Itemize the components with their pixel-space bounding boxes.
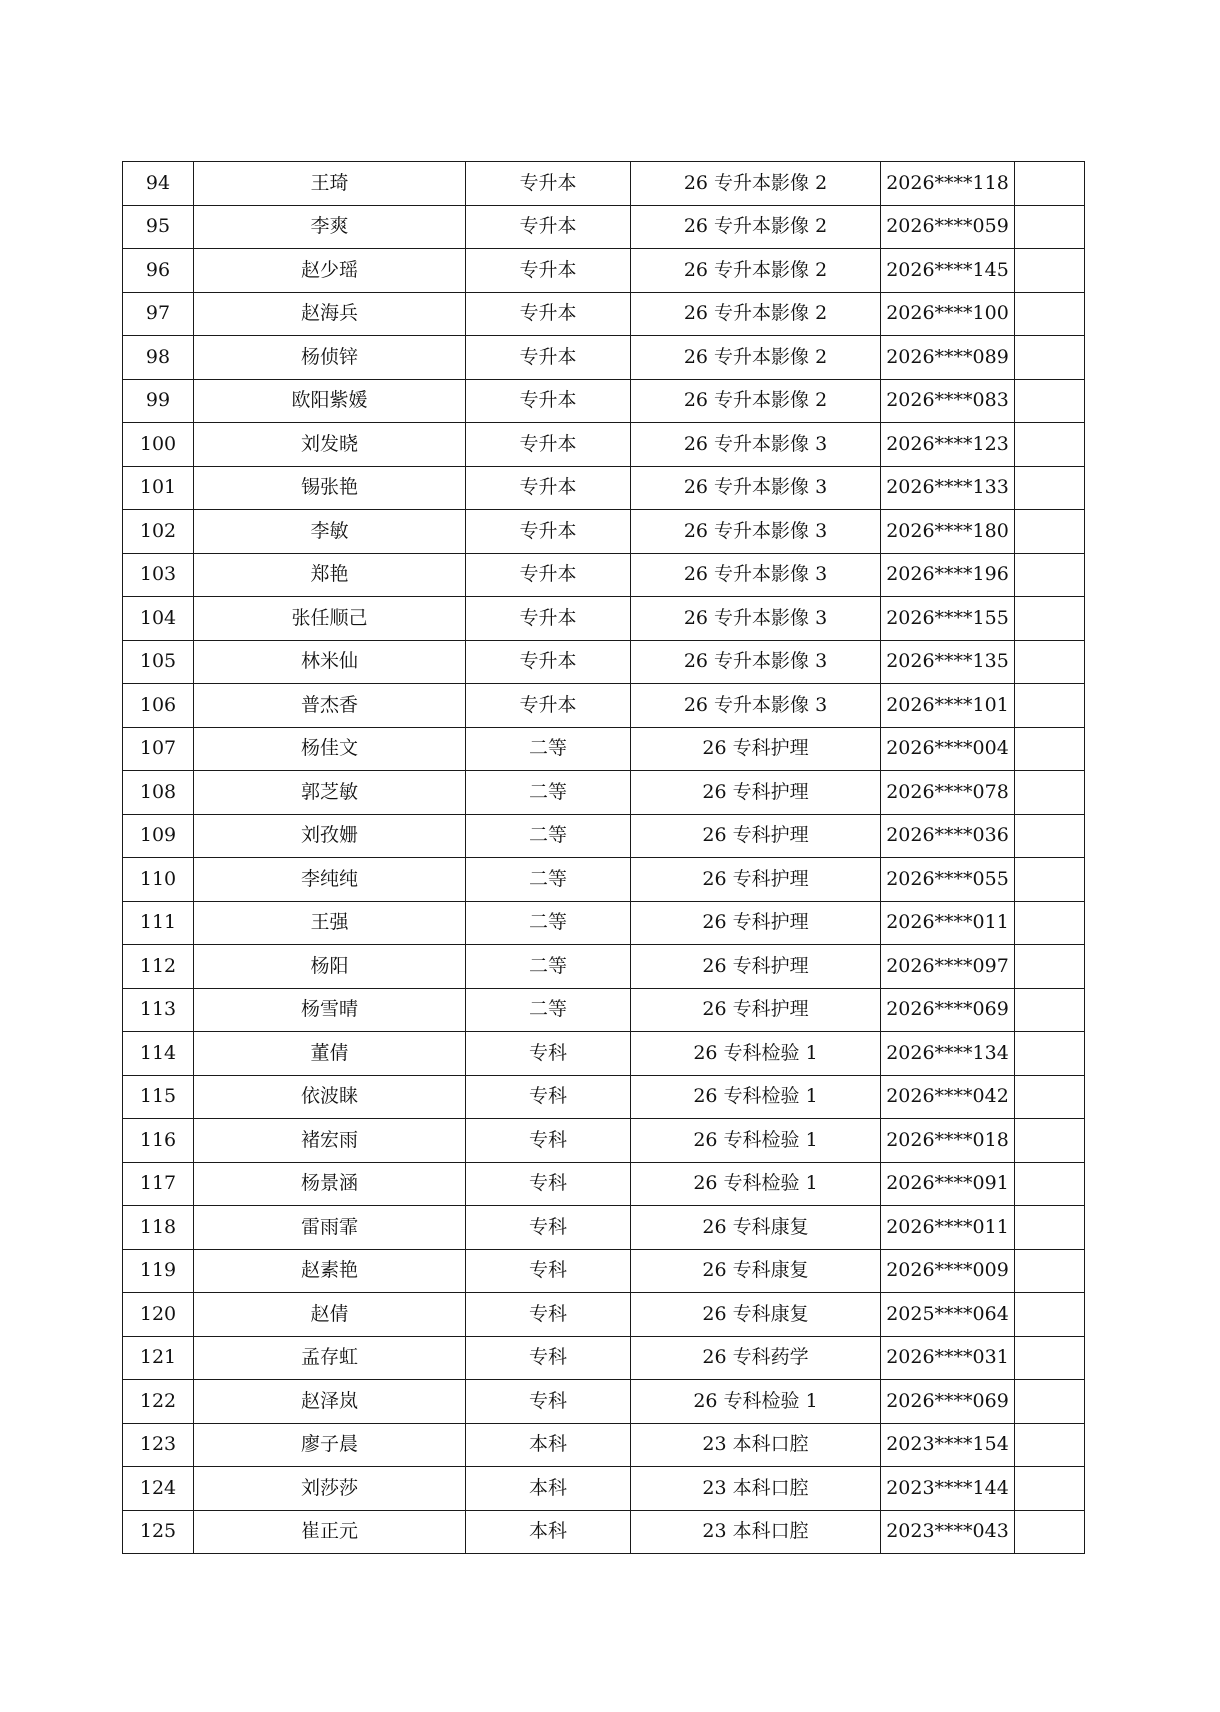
table-row (123, 1380, 1085, 1424)
remark-cell (1015, 1336, 1085, 1380)
student-id-cell: 2026****069 (881, 1380, 1015, 1424)
student-id-cell: 2026****059 (881, 205, 1015, 249)
class-name-cell: 26 专升本影像 2 (631, 162, 881, 206)
student-name-cell: 孟存虹 (194, 1336, 466, 1380)
education-level-cell: 专科 (466, 1032, 631, 1076)
remark-cell (1015, 466, 1085, 510)
education-level-cell: 本科 (466, 1510, 631, 1554)
education-level-cell: 二等 (466, 771, 631, 815)
remark-cell (1015, 727, 1085, 771)
class-name-cell: 26 专升本影像 3 (631, 423, 881, 467)
row-number-cell: 100 (123, 423, 194, 467)
row-number-cell: 103 (123, 553, 194, 597)
class-name-cell: 23 本科口腔 (631, 1467, 881, 1511)
student-name-cell: 锡张艳 (194, 466, 466, 510)
remark-cell (1015, 1119, 1085, 1163)
table-row (123, 945, 1085, 989)
table-row (123, 858, 1085, 902)
row-number-cell: 109 (123, 814, 194, 858)
row-number-cell: 115 (123, 1075, 194, 1119)
class-name-cell: 26 专科护理 (631, 945, 881, 989)
table-row (123, 249, 1085, 293)
remark-cell (1015, 1032, 1085, 1076)
row-number-cell: 108 (123, 771, 194, 815)
table-row (123, 1075, 1085, 1119)
class-name-cell: 26 专科康复 (631, 1249, 881, 1293)
education-level-cell: 二等 (466, 858, 631, 902)
row-number-cell: 94 (123, 162, 194, 206)
class-name-cell: 26 专科药学 (631, 1336, 881, 1380)
class-name-cell: 26 专科护理 (631, 771, 881, 815)
row-number-cell: 120 (123, 1293, 194, 1337)
remark-cell (1015, 988, 1085, 1032)
student-name-cell: 赵倩 (194, 1293, 466, 1337)
student-name-cell: 董倩 (194, 1032, 466, 1076)
class-name-cell: 26 专科护理 (631, 727, 881, 771)
document-page (122, 161, 1084, 1554)
education-level-cell: 专升本 (466, 553, 631, 597)
row-number-cell: 122 (123, 1380, 194, 1424)
class-name-cell: 26 专科护理 (631, 988, 881, 1032)
class-name-cell: 26 专科护理 (631, 858, 881, 902)
student-name-cell: 张任顺己 (194, 597, 466, 641)
class-name-cell: 26 专科检验 1 (631, 1380, 881, 1424)
student-id-cell: 2026****011 (881, 901, 1015, 945)
education-level-cell: 二等 (466, 901, 631, 945)
remark-cell (1015, 379, 1085, 423)
table-row (123, 162, 1085, 206)
student-name-cell: 欧阳紫媛 (194, 379, 466, 423)
remark-cell (1015, 901, 1085, 945)
student-name-cell: 王琦 (194, 162, 466, 206)
student-id-cell: 2023****144 (881, 1467, 1015, 1511)
class-name-cell: 26 专科检验 1 (631, 1119, 881, 1163)
education-level-cell: 专升本 (466, 249, 631, 293)
row-number-cell: 112 (123, 945, 194, 989)
student-name-cell: 杨雪晴 (194, 988, 466, 1032)
table-row (123, 1423, 1085, 1467)
row-number-cell: 125 (123, 1510, 194, 1554)
student-name-cell: 依波睐 (194, 1075, 466, 1119)
student-id-cell: 2026****145 (881, 249, 1015, 293)
student-name-cell: 郑艳 (194, 553, 466, 597)
row-number-cell: 99 (123, 379, 194, 423)
class-name-cell: 26 专升本影像 3 (631, 597, 881, 641)
student-name-cell: 杨侦锌 (194, 336, 466, 380)
education-level-cell: 专科 (466, 1380, 631, 1424)
education-level-cell: 专科 (466, 1075, 631, 1119)
education-level-cell: 专科 (466, 1162, 631, 1206)
remark-cell (1015, 553, 1085, 597)
student-id-cell: 2025****064 (881, 1293, 1015, 1337)
table-row (123, 466, 1085, 510)
student-name-cell: 刘发晓 (194, 423, 466, 467)
education-level-cell: 二等 (466, 988, 631, 1032)
student-name-cell: 刘莎莎 (194, 1467, 466, 1511)
remark-cell (1015, 597, 1085, 641)
education-level-cell: 专科 (466, 1249, 631, 1293)
class-name-cell: 23 本科口腔 (631, 1510, 881, 1554)
table-row (123, 814, 1085, 858)
student-name-cell: 刘孜姗 (194, 814, 466, 858)
class-name-cell: 26 专升本影像 3 (631, 466, 881, 510)
student-name-cell: 普杰香 (194, 684, 466, 728)
student-id-cell: 2026****118 (881, 162, 1015, 206)
row-number-cell: 98 (123, 336, 194, 380)
student-id-cell: 2026****004 (881, 727, 1015, 771)
table-row (123, 292, 1085, 336)
class-name-cell: 26 专科护理 (631, 814, 881, 858)
remark-cell (1015, 640, 1085, 684)
remark-cell (1015, 1206, 1085, 1250)
remark-cell (1015, 1510, 1085, 1554)
student-id-cell: 2026****011 (881, 1206, 1015, 1250)
row-number-cell: 110 (123, 858, 194, 902)
class-name-cell: 26 专升本影像 2 (631, 249, 881, 293)
education-level-cell: 专科 (466, 1293, 631, 1337)
table-row (123, 379, 1085, 423)
table-row (123, 901, 1085, 945)
table-row (123, 205, 1085, 249)
student-id-cell: 2026****042 (881, 1075, 1015, 1119)
student-id-cell: 2026****180 (881, 510, 1015, 554)
student-name-cell: 赵泽岚 (194, 1380, 466, 1424)
row-number-cell: 119 (123, 1249, 194, 1293)
student-id-cell: 2026****133 (881, 466, 1015, 510)
table-row (123, 553, 1085, 597)
table-row (123, 988, 1085, 1032)
student-name-cell: 郭芝敏 (194, 771, 466, 815)
table-row (123, 510, 1085, 554)
student-name-cell: 杨景涵 (194, 1162, 466, 1206)
remark-cell (1015, 423, 1085, 467)
table-row (123, 597, 1085, 641)
table-row (123, 1336, 1085, 1380)
table-row (123, 423, 1085, 467)
education-level-cell: 专升本 (466, 292, 631, 336)
student-id-cell: 2026****083 (881, 379, 1015, 423)
remark-cell (1015, 945, 1085, 989)
row-number-cell: 96 (123, 249, 194, 293)
remark-cell (1015, 1380, 1085, 1424)
student-id-cell: 2026****036 (881, 814, 1015, 858)
remark-cell (1015, 1249, 1085, 1293)
education-level-cell: 专升本 (466, 423, 631, 467)
student-name-cell: 廖子晨 (194, 1423, 466, 1467)
remark-cell (1015, 1293, 1085, 1337)
student-id-cell: 2026****155 (881, 597, 1015, 641)
education-level-cell: 专升本 (466, 510, 631, 554)
education-level-cell: 专升本 (466, 597, 631, 641)
class-name-cell: 26 专升本影像 3 (631, 510, 881, 554)
row-number-cell: 97 (123, 292, 194, 336)
remark-cell (1015, 249, 1085, 293)
education-level-cell: 二等 (466, 945, 631, 989)
student-name-cell: 王强 (194, 901, 466, 945)
student-id-cell: 2026****091 (881, 1162, 1015, 1206)
row-number-cell: 121 (123, 1336, 194, 1380)
class-name-cell: 26 专升本影像 3 (631, 640, 881, 684)
table-row (123, 336, 1085, 380)
education-level-cell: 本科 (466, 1467, 631, 1511)
student-id-cell: 2026****135 (881, 640, 1015, 684)
education-level-cell: 专升本 (466, 379, 631, 423)
class-name-cell: 26 专科康复 (631, 1293, 881, 1337)
class-name-cell: 26 专科检验 1 (631, 1032, 881, 1076)
class-name-cell: 26 专升本影像 2 (631, 205, 881, 249)
student-id-cell: 2026****123 (881, 423, 1015, 467)
class-name-cell: 26 专科护理 (631, 901, 881, 945)
education-level-cell: 二等 (466, 814, 631, 858)
class-name-cell: 26 专升本影像 2 (631, 336, 881, 380)
remark-cell (1015, 814, 1085, 858)
class-name-cell: 23 本科口腔 (631, 1423, 881, 1467)
student-id-cell: 2026****078 (881, 771, 1015, 815)
education-level-cell: 专科 (466, 1119, 631, 1163)
table-row (123, 1206, 1085, 1250)
class-name-cell: 26 专科检验 1 (631, 1162, 881, 1206)
row-number-cell: 111 (123, 901, 194, 945)
row-number-cell: 101 (123, 466, 194, 510)
student-id-cell: 2026****101 (881, 684, 1015, 728)
student-name-cell: 杨阳 (194, 945, 466, 989)
row-number-cell: 114 (123, 1032, 194, 1076)
row-number-cell: 113 (123, 988, 194, 1032)
student-id-cell: 2026****097 (881, 945, 1015, 989)
table-row (123, 1510, 1085, 1554)
table-row (123, 771, 1085, 815)
class-name-cell: 26 专升本影像 3 (631, 553, 881, 597)
remark-cell (1015, 1423, 1085, 1467)
student-id-cell: 2023****154 (881, 1423, 1015, 1467)
student-name-cell: 林米仙 (194, 640, 466, 684)
remark-cell (1015, 771, 1085, 815)
remark-cell (1015, 510, 1085, 554)
table-row (123, 1162, 1085, 1206)
student-name-cell: 李爽 (194, 205, 466, 249)
student-id-cell: 2026****069 (881, 988, 1015, 1032)
row-number-cell: 104 (123, 597, 194, 641)
row-number-cell: 124 (123, 1467, 194, 1511)
table-row (123, 1032, 1085, 1076)
table-row (123, 640, 1085, 684)
row-number-cell: 105 (123, 640, 194, 684)
student-id-cell: 2026****134 (881, 1032, 1015, 1076)
remark-cell (1015, 1162, 1085, 1206)
student-name-cell: 李纯纯 (194, 858, 466, 902)
remark-cell (1015, 1075, 1085, 1119)
row-number-cell: 117 (123, 1162, 194, 1206)
student-id-cell: 2026****089 (881, 336, 1015, 380)
education-level-cell: 本科 (466, 1423, 631, 1467)
student-id-cell: 2026****100 (881, 292, 1015, 336)
row-number-cell: 118 (123, 1206, 194, 1250)
remark-cell (1015, 292, 1085, 336)
student-name-cell: 褚宏雨 (194, 1119, 466, 1163)
education-level-cell: 专科 (466, 1336, 631, 1380)
table-row (123, 1119, 1085, 1163)
table-row (123, 1467, 1085, 1511)
class-name-cell: 26 专升本影像 2 (631, 379, 881, 423)
education-level-cell: 专升本 (466, 205, 631, 249)
student-id-cell: 2026****009 (881, 1249, 1015, 1293)
remark-cell (1015, 1467, 1085, 1511)
row-number-cell: 95 (123, 205, 194, 249)
roster-body (123, 162, 1085, 1554)
education-level-cell: 专升本 (466, 640, 631, 684)
student-name-cell: 赵素艳 (194, 1249, 466, 1293)
student-name-cell: 崔正元 (194, 1510, 466, 1554)
education-level-cell: 专升本 (466, 684, 631, 728)
class-name-cell: 26 专升本影像 2 (631, 292, 881, 336)
remark-cell (1015, 858, 1085, 902)
student-roster-table (122, 161, 1085, 1554)
remark-cell (1015, 205, 1085, 249)
class-name-cell: 26 专科检验 1 (631, 1075, 881, 1119)
student-name-cell: 赵海兵 (194, 292, 466, 336)
student-id-cell: 2026****018 (881, 1119, 1015, 1163)
student-name-cell: 赵少瑶 (194, 249, 466, 293)
remark-cell (1015, 684, 1085, 728)
remark-cell (1015, 162, 1085, 206)
education-level-cell: 专升本 (466, 162, 631, 206)
row-number-cell: 106 (123, 684, 194, 728)
table-row (123, 727, 1085, 771)
table-row (123, 1293, 1085, 1337)
remark-cell (1015, 336, 1085, 380)
row-number-cell: 123 (123, 1423, 194, 1467)
student-name-cell: 雷雨霏 (194, 1206, 466, 1250)
student-id-cell: 2023****043 (881, 1510, 1015, 1554)
education-level-cell: 专科 (466, 1206, 631, 1250)
row-number-cell: 107 (123, 727, 194, 771)
student-name-cell: 杨佳文 (194, 727, 466, 771)
table-row (123, 1249, 1085, 1293)
student-id-cell: 2026****031 (881, 1336, 1015, 1380)
table-row (123, 684, 1085, 728)
student-id-cell: 2026****055 (881, 858, 1015, 902)
education-level-cell: 二等 (466, 727, 631, 771)
student-name-cell: 李敏 (194, 510, 466, 554)
education-level-cell: 专升本 (466, 336, 631, 380)
class-name-cell: 26 专升本影像 3 (631, 684, 881, 728)
row-number-cell: 102 (123, 510, 194, 554)
student-id-cell: 2026****196 (881, 553, 1015, 597)
row-number-cell: 116 (123, 1119, 194, 1163)
education-level-cell: 专升本 (466, 466, 631, 510)
class-name-cell: 26 专科康复 (631, 1206, 881, 1250)
